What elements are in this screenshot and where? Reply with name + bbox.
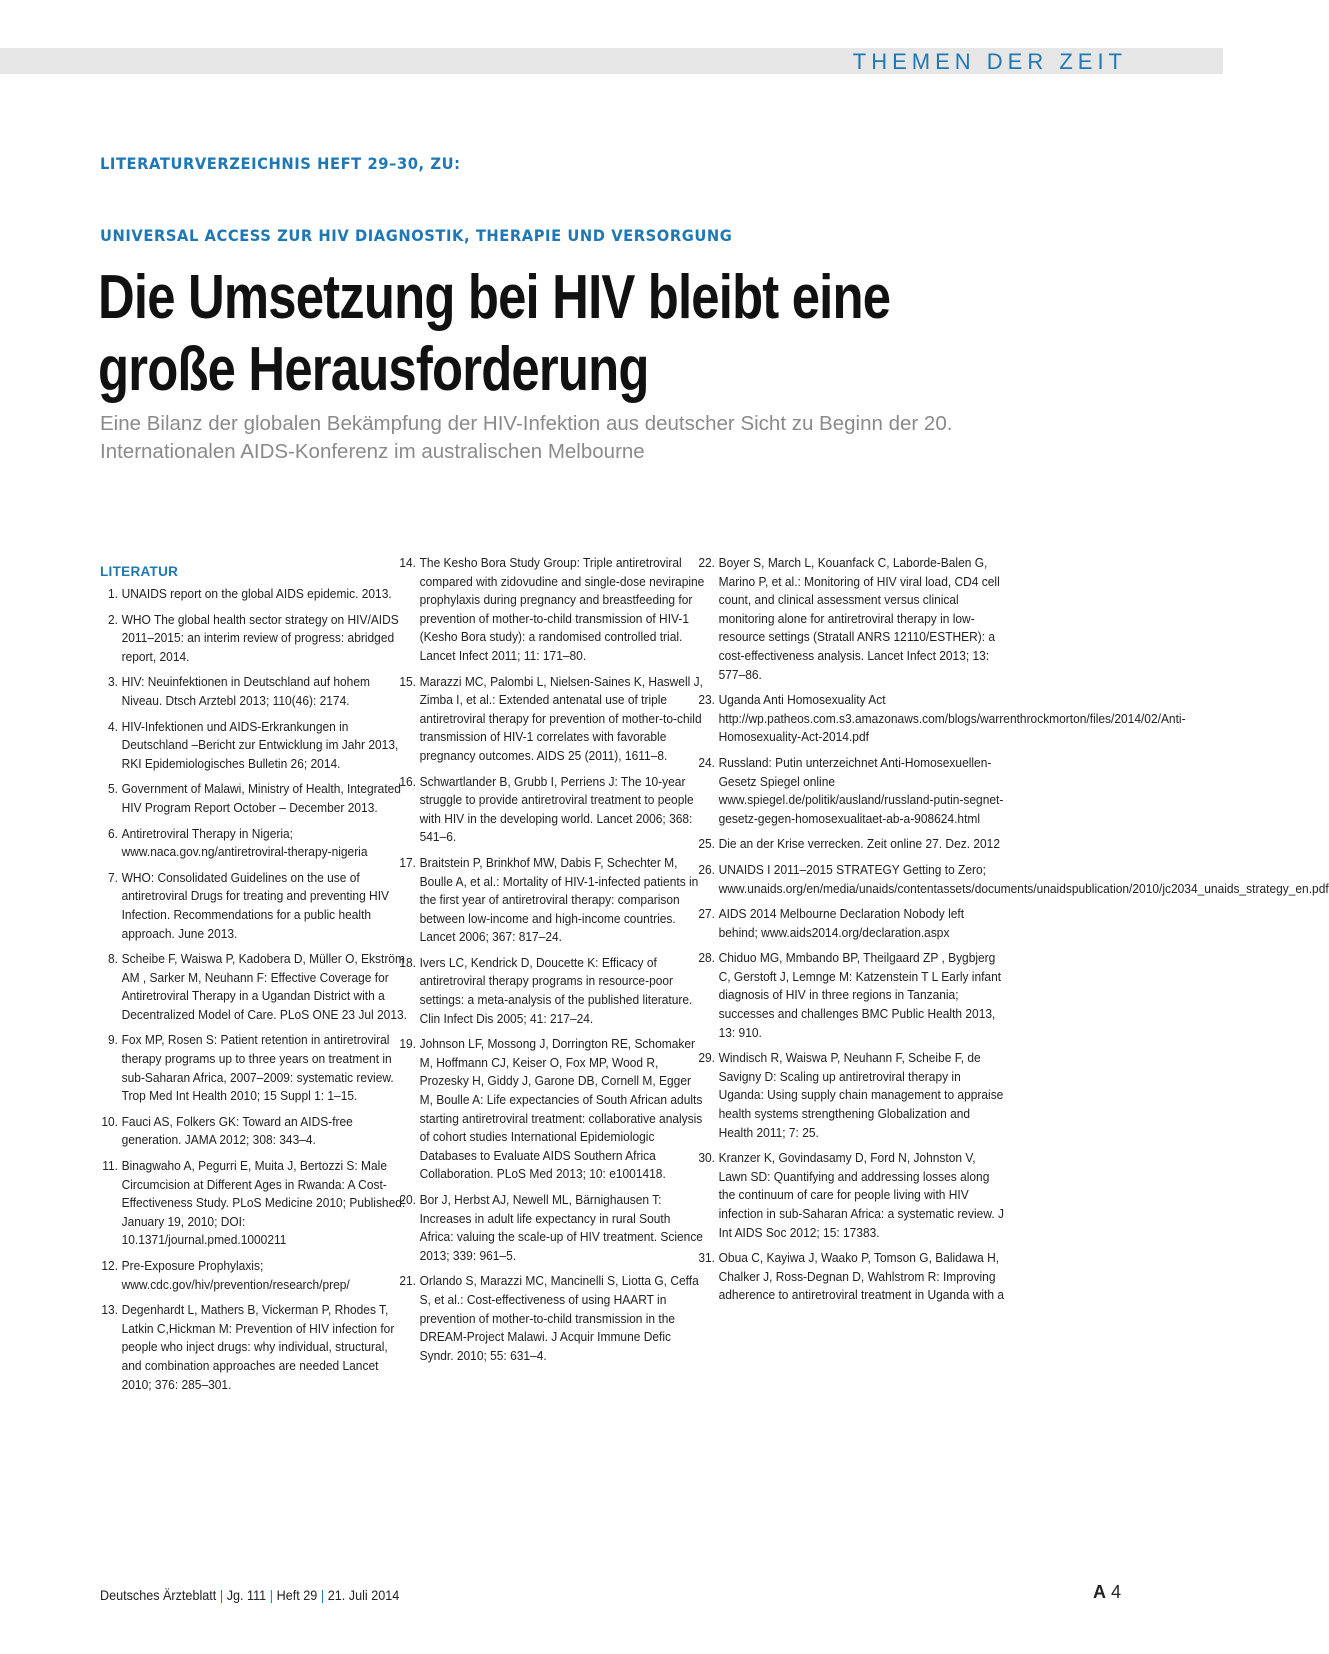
reference-text: Boyer S, March L, Kouanfack C, Laborde-Balen G, Marino P, et al.: Monitoring of HIV viral load, CD4 cell count, and clinical assessment versus clinical monitoring alone for antiretroviral therapy in low-resource settings (Stratall ANRS 12110/ESTHER): a cost-effectiveness analysis. Lancet Infect 2013; 13: 577–86. bbox=[718, 555, 1000, 682]
reference-item bbox=[697, 1149, 1005, 1242]
reference-text: Antiretroviral Therapy in Nigeria; www.naca.gov.ng/antiretroviral-therapy-nigeria bbox=[121, 825, 368, 860]
reference-item bbox=[100, 673, 408, 710]
reference-text: Fox MP, Rosen S: Patient retention in antiretroviral therapy programs up to three years on treatment in sub-Saharan Africa, 2007–2009: systematic review. Trop Med Int Health 2010; 15 Suppl 1: 1–15. bbox=[121, 1032, 394, 1104]
reference-item bbox=[100, 718, 408, 774]
reference-text: HIV-Infektionen und AIDS-Erkrankungen in Deutschland –Bericht zur Entwicklung im Jahr 2013, RKI Epidemiologisches Bulletin 26; 2014. bbox=[121, 718, 399, 771]
reference-text: WHO The global health sector strategy on HIV/AIDS 2011–2015: an interim review of progress: abridged report, 2014. bbox=[121, 611, 399, 664]
reference-number: 5. bbox=[108, 781, 118, 797]
reference-text: The Kesho Bora Study Group: Triple antiretroviral compared with zidovudine and single-dose nevirapine prophylaxis during pregnancy and breastfeeding for prevention of mother-to-child transmission of HIV-1 (Kesho Bora study): a randomised controlled trial. Lancet Infect 2011; 11: 171–80. bbox=[419, 555, 705, 663]
reference-item bbox=[398, 954, 706, 1028]
reference-text: Schwartlander B, Grubb I, Perriens J: The 10-year struggle to provide antiretroviral treatment to people with HIV in the developing world. Lancet 2006; 368: 541–6. bbox=[419, 773, 694, 845]
footer-separator: | bbox=[219, 1587, 224, 1603]
reference-text: Orlando S, Marazzi MC, Mancinelli S, Liotta G, Ceffa S, et al.: Cost-effectiveness of using HAART in prevention of mother-to-child transmission in the DREAM-Project Malawi. J Acquir Immune Defic Syndr. 2010; 55: 631–4. bbox=[419, 1273, 699, 1363]
page-number bbox=[1093, 1582, 1121, 1603]
reference-text: UNAIDS report on the global AIDS epidemic. 2013. bbox=[121, 586, 392, 601]
reference-text: Uganda Anti Homosexuality Act http://wp.patheos.com.s3.amazonaws.com/blogs/warrenthrockmorton/files/2014/02/Anti-Homosexuality-Act-2014.pdf bbox=[718, 692, 1186, 745]
reference-text: Degenhardt L, Mathers B, Vickerman P, Rhodes T, Latkin C,Hickman M: Prevention of HIV infection for people who inject drugs: why individual, structural, and combination approaches are needed Lancet 2010; 376: 285–301. bbox=[121, 1302, 395, 1392]
reference-number: 16. bbox=[399, 773, 416, 789]
reference-number: 21. bbox=[399, 1273, 416, 1289]
kicker-topic: UNIVERSAL ACCESS ZUR HIV DIAGNOSTIK, THERAPIE UND VERSORGUNG bbox=[100, 226, 733, 245]
reference-item bbox=[100, 611, 408, 667]
reference-item bbox=[697, 754, 1005, 828]
reference-number: 23. bbox=[698, 692, 715, 708]
reference-text: Binagwaho A, Pegurri E, Muita J, Bertozzi S: Male Circumcision at Different Ages in Rwanda: A Cost-Effectiveness Study. PLoS Medicine 2010; Published: January 19, 2010; DOI: 10.1371/journal.pmed.1000211 bbox=[121, 1158, 406, 1248]
reference-item bbox=[697, 1049, 1005, 1142]
reference-number: 4. bbox=[108, 718, 118, 734]
reference-text: Braitstein P, Brinkhof MW, Dabis F, Schechter M, Boulle A, et al.: Mortality of HIV-1-infected patients in the first year of antiretroviral therapy: comparison between low-income and high-income countries. Lancet 2006; 367: 817–24. bbox=[419, 854, 699, 945]
reference-item bbox=[697, 905, 1005, 942]
reference-item bbox=[398, 1191, 706, 1265]
reference-item bbox=[398, 673, 706, 766]
reference-number: 31. bbox=[698, 1250, 715, 1266]
reference-item bbox=[398, 554, 706, 666]
reference-item bbox=[100, 950, 408, 1024]
article-title-line-1: Die Umsetzung bei HIV bleibt eine bbox=[98, 263, 891, 332]
reference-number: 19. bbox=[399, 1036, 416, 1052]
reference-text: Marazzi MC, Palombi L, Nielsen-Saines K, Haswell J, Zimba I, et al.: Extended antenatal use of triple antiretroviral therapy for prevention of mother-to-child transmission of HIV-1 correlates with favorable pregnancy outcomes. AIDS 25 (2011), 1611–8. bbox=[419, 673, 703, 763]
reference-text: Chiduo MG, Mmbando BP, Theilgaard ZP , Bygbjerg C, Gerstoft J, Lemnge M: Katzenstein T L Early infant diagnosis of HIV in three regions in Tanzania; successes and challenges BMC Public Health 2013, 13: 910. bbox=[718, 950, 1002, 1040]
reference-item bbox=[100, 825, 408, 862]
reference-text: Obua C, Kayiwa J, Waako P, Tomson G, Balidawa H, Chalker J, Ross-Degnan D, Wahlstrom R: Improving adherence to antiretroviral treatment in Uganda with a bbox=[718, 1250, 1004, 1303]
reference-item bbox=[100, 780, 408, 817]
reference-number: 2. bbox=[108, 611, 118, 627]
reference-text: Kranzer K, Govindasamy D, Ford N, Johnston V, Lawn SD: Quantifying and addressing losses along the continuum of care for people living with HIV infection in sub-Saharan Africa: a systematic review. J Int AIDS Soc 2012; 15: 17383. bbox=[718, 1150, 1004, 1240]
reference-list bbox=[398, 554, 705, 1365]
reference-text: Fauci AS, Folkers GK: Toward an AIDS-free generation. JAMA 2012; 308: 343–4. bbox=[121, 1113, 353, 1148]
reference-item bbox=[398, 1035, 706, 1184]
section-label: THEMEN DER ZEIT bbox=[852, 49, 1127, 74]
reference-item bbox=[100, 1113, 408, 1150]
literature-column-1 bbox=[100, 560, 407, 1401]
reference-text: Windisch R, Waiswa P, Neuhann F, Scheibe F, de Savigny D: Scaling up antiretroviral therapy in Uganda: Using supply chain management to appraise health systems strengthening Globalization and Health 2011; 7: 25. bbox=[718, 1050, 1004, 1140]
reference-number: 6. bbox=[108, 825, 118, 841]
reference-text: Pre-Exposure Prophylaxis; www.cdc.gov/hiv/prevention/research/prep/ bbox=[121, 1258, 350, 1292]
reference-number: 17. bbox=[399, 854, 416, 870]
article-subtitle: Eine Bilanz der globalen Bekämpfung der HIV-Infektion aus deutscher Sicht zu Beginn der 20. Internationalen AIDS-Konferenz im australischen Melbourne bbox=[100, 412, 953, 463]
reference-item bbox=[697, 554, 1005, 684]
page-prefix: A bbox=[1092, 1582, 1106, 1602]
reference-number: 29. bbox=[698, 1050, 715, 1066]
footer-separator: | bbox=[269, 1587, 274, 1603]
reference-number: 25. bbox=[698, 836, 715, 852]
page-number-value: 4 bbox=[1110, 1582, 1121, 1602]
reference-item bbox=[100, 1257, 408, 1294]
reference-item bbox=[697, 861, 1329, 898]
footer-journal: Deutsches Ärzteblatt bbox=[100, 1587, 217, 1603]
footer-issue: Heft 29 bbox=[276, 1587, 318, 1603]
article-title bbox=[98, 262, 959, 406]
footer-date: 21. Juli 2014 bbox=[327, 1587, 400, 1603]
reference-item bbox=[697, 835, 1005, 854]
reference-item bbox=[100, 1031, 408, 1105]
reference-list bbox=[100, 585, 407, 1394]
reference-text: Ivers LC, Kendrick D, Doucette K: Efficacy of antiretroviral therapy programs in resource-poor settings: a meta-analysis of the published literature. Clin Infect Dis 2005; 41: 217–24. bbox=[419, 954, 693, 1026]
reference-number: 27. bbox=[698, 906, 715, 922]
reference-item bbox=[100, 869, 408, 943]
reference-number: 26. bbox=[698, 861, 715, 877]
reference-number: 9. bbox=[108, 1032, 118, 1048]
reference-item bbox=[697, 1249, 1005, 1305]
reference-text: WHO: Consolidated Guidelines on the use of antiretroviral Drugs for treating and preventing HIV Infection. Recommendations for a public health approach. June 2013. bbox=[121, 869, 389, 941]
reference-number: 1. bbox=[108, 586, 118, 601]
reference-number: 14. bbox=[399, 555, 416, 570]
kicker-literature-list: LITERATURVERZEICHNIS HEFT 29–30, ZU: bbox=[100, 154, 461, 173]
reference-text: Johnson LF, Mossong J, Dorrington RE, Schomaker M, Hoffmann CJ, Keiser O, Fox MP, Wood R, Prozesky H, Giddy J, Garone DB, Cornell M, Egger M, Boulle A: Life expectancies of South African adults starting antiretroviral treatment: collaborative analysis of cohort studies International Epidemiologic Databases to Evaluate AIDS Southern Africa Collaboration. PLoS Med 2013; 10: e1001418. bbox=[419, 1036, 703, 1182]
footer-citation bbox=[100, 1587, 399, 1603]
reference-text: HIV: Neuinfektionen in Deutschland auf hohem Niveau. Dtsch Arztebl 2013; 110(46): 2174. bbox=[121, 674, 370, 708]
reference-item bbox=[697, 949, 1005, 1042]
reference-number: 11. bbox=[102, 1158, 118, 1174]
reference-item bbox=[398, 854, 706, 947]
reference-text: AIDS 2014 Melbourne Declaration Nobody left behind; www.aids2014.org/declaration.aspx bbox=[718, 906, 965, 940]
article-title-line-2: große Herausforderung bbox=[98, 335, 649, 404]
reference-number: 15. bbox=[399, 673, 416, 689]
reference-number: 3. bbox=[108, 674, 118, 690]
reference-number: 7. bbox=[108, 869, 118, 885]
reference-text: Scheibe F, Waiswa P, Kadobera D, Müller O, Ekström AM , Sarker M, Neuhann F: Effective Coverage for Antiretroviral Therapy in a Ugandan District with a Decentralized Model of Care. PLoS ONE 23 Jul 2013. bbox=[121, 951, 407, 1022]
literature-column-3 bbox=[697, 554, 1329, 1312]
reference-number: 20. bbox=[399, 1192, 416, 1207]
literature-heading: LITERATUR bbox=[100, 564, 179, 579]
reference-number: 18. bbox=[399, 954, 416, 970]
reference-text: Government of Malawi, Ministry of Health, Integrated HIV Program Report October – December 2013. bbox=[121, 781, 401, 815]
reference-number: 10. bbox=[101, 1113, 118, 1129]
footer-volume: Jg. 111 bbox=[226, 1587, 267, 1603]
reference-item bbox=[398, 773, 706, 847]
reference-item bbox=[398, 1272, 706, 1365]
reference-number: 24. bbox=[698, 754, 715, 770]
reference-text: Die an der Krise verrecken. Zeit online 27. Dez. 2012 bbox=[718, 836, 1000, 852]
reference-text: Bor J, Herbst AJ, Newell ML, Bärnighausen T: Increases in adult life expectancy in rural South Africa: valuing the scale-up of HIV treatment. Science 2013; 339: 961–5. bbox=[419, 1192, 703, 1263]
reference-number: 13. bbox=[101, 1302, 118, 1318]
literature-column-2 bbox=[398, 554, 705, 1372]
reference-number: 8. bbox=[108, 951, 118, 967]
reference-item bbox=[100, 585, 408, 604]
reference-number: 30. bbox=[698, 1150, 715, 1166]
reference-number: 12. bbox=[101, 1258, 118, 1273]
reference-item bbox=[100, 1301, 408, 1394]
reference-number: 22. bbox=[698, 555, 715, 570]
reference-text: UNAIDS I 2011–2015 STRATEGY Getting to Zero; www.unaids.org/en/media/unaids/contentassets/documents/unaidspublication/2010/jc2034_unaids_strategy_en.pdf bbox=[718, 861, 1329, 896]
reference-number: 28. bbox=[698, 950, 715, 966]
reference-item bbox=[697, 691, 1186, 747]
footer-separator: | bbox=[320, 1587, 325, 1603]
reference-item bbox=[100, 1157, 408, 1250]
literature-section bbox=[100, 555, 1329, 1550]
reference-text: Russland: Putin unterzeichnet Anti-Homosexuellen-Gesetz Spiegel online www.spiegel.de/politik/ausland/russland-putin-segnet-gesetz-gegen-homosexualitaet-ab-a-908624.html bbox=[718, 754, 1004, 826]
reference-list bbox=[697, 554, 1329, 1305]
